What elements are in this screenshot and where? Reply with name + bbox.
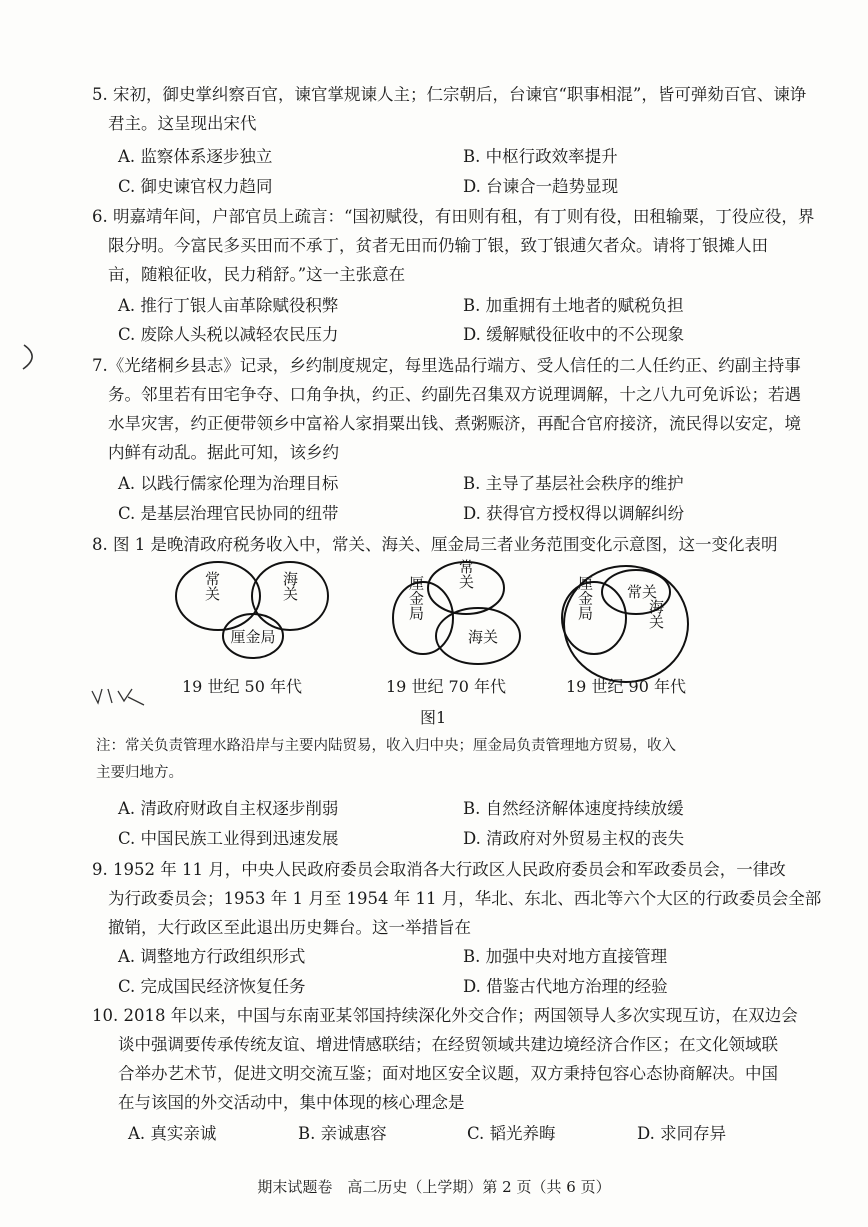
- option-d[interactable]: D. 缓解赋役征收中的不公现象: [463, 325, 685, 344]
- option-a[interactable]: A. 真实亲诚: [128, 1124, 217, 1143]
- label-changguan: 常关: [203, 571, 221, 601]
- note-line: 主要归地方。: [96, 765, 183, 781]
- option-a[interactable]: A. 以践行儒家伦理为治理目标: [118, 474, 339, 493]
- option-c[interactable]: C. 完成国民经济恢复任务: [118, 977, 306, 996]
- option-b[interactable]: B. 中枢行政效率提升: [463, 147, 618, 166]
- option-d[interactable]: D. 借鉴古代地方治理的经验: [463, 977, 668, 996]
- decade-label: 19 世纪 70 年代: [386, 677, 506, 696]
- decade-label: 19 世纪 50 年代: [182, 677, 302, 696]
- note-line: 注：常关负责管理水路沿岸与主要内陆贸易，收入归中央；厘金局负责管理地方贸易，收入: [96, 738, 676, 754]
- question-line: 为行政委员会；1953 年 1 月至 1954 年 11 月，华北、东北、西北等六个大区的行政委员会全部: [108, 889, 822, 908]
- option-b[interactable]: B. 加强中央对地方直接管理: [463, 947, 668, 966]
- question-line: 6. 明嘉靖年间，户部官员上疏言：“国初赋役，有田则有租，有丁则有役，田租输粟，丁役应役，界: [92, 207, 815, 226]
- question-line: 限分明。今富民多买田而不承丁，贫者无田而仍输丁银，致丁银逋欠者众。请将丁银摊人田: [108, 236, 768, 255]
- question-7: [92, 351, 801, 467]
- question-line: 君主。这呈现出宋代: [108, 114, 257, 133]
- option-b[interactable]: B. 亲诚惠容: [298, 1124, 387, 1143]
- label-lijinju: 厘金局: [407, 575, 425, 621]
- label-lijinju: 厘金局: [576, 575, 594, 621]
- question-line: 水旱灾害，约正便带领乡中富裕人家捐粟出钱、煮粥赈济，再配合官府接济，流民得以安定，境: [108, 414, 801, 433]
- question-line: 亩，随粮征收，民力稍舒。”这一主张意在: [108, 265, 406, 284]
- option-c[interactable]: C. 是基层治理官民协同的纽带: [118, 504, 339, 523]
- question-line: 9. 1952 年 11 月，中央人民政府委员会取消各大行政区人民政府委员会和军政委员会，一律改: [92, 860, 786, 879]
- option-c[interactable]: C. 中国民族工业得到迅速发展: [118, 829, 339, 848]
- question-8: [92, 530, 792, 559]
- figure-1-venn-diagrams: [140, 556, 760, 756]
- label-haiguan: 海关: [281, 571, 299, 601]
- label-changguan: 常关: [457, 559, 475, 589]
- option-d[interactable]: D. 获得官方授权得以调解纠纷: [463, 504, 685, 523]
- question-5: [92, 80, 807, 138]
- question-9: [92, 855, 822, 942]
- pen-mark-icon: [18, 342, 40, 372]
- option-c[interactable]: C. 韬光养晦: [467, 1124, 556, 1143]
- option-d[interactable]: D. 清政府对外贸易主权的丧失: [463, 829, 685, 848]
- question-line: 合举办艺术节，促进文明交流互鉴；面对地区安全议题，双方秉持包容心态协商解决。中国: [118, 1064, 778, 1083]
- option-a[interactable]: A. 清政府财政自主权逐步削弱: [118, 799, 339, 818]
- question-line: 内鲜有动乱。据此可知，该乡约: [108, 443, 339, 462]
- option-b[interactable]: B. 自然经济解体速度持续放缓: [463, 799, 684, 818]
- option-d[interactable]: D. 求同存异: [637, 1124, 727, 1143]
- label-haiguan: 海关: [467, 628, 499, 646]
- option-c[interactable]: C. 废除人头税以减轻农民压力: [118, 325, 339, 344]
- question-line: 5. 宋初，御史掌纠察百官，谏官掌规谏人主；仁宗朝后，台谏官“职事相混”，皆可弹劾百官、谏诤: [92, 85, 807, 104]
- label-haiguan: 海关: [647, 599, 665, 629]
- figure-caption: 图1: [420, 708, 447, 727]
- label-lijinju: 厘金局: [230, 628, 276, 646]
- question-10: [92, 1001, 798, 1117]
- question-6: [92, 202, 815, 289]
- handwritten-scribble-icon: [88, 683, 150, 713]
- label-changguan: 常关: [626, 583, 658, 601]
- question-line: 在与该国的外交活动中，集中体现的核心理念是: [118, 1093, 465, 1112]
- question-line: 务。邻里若有田宅争夺、口角争执，约正、约副先召集双方说理调解，十之八九可免诉讼；若遇: [108, 385, 801, 404]
- decade-label: 19 世纪 90 年代: [566, 677, 686, 696]
- option-b[interactable]: B. 主导了基层社会秩序的维护: [463, 474, 684, 493]
- option-d[interactable]: D. 台谏合一趋势显现: [463, 177, 619, 196]
- page-footer: 期末试题卷 高二历史（上学期）第 2 页（共 6 页）: [257, 1178, 611, 1196]
- option-b[interactable]: B. 加重拥有土地者的赋税负担: [463, 296, 684, 315]
- question-line: 10. 2018 年以来，中国与东南亚某邻国持续深化外交合作；两国领导人多次实现互访，在双边会: [92, 1006, 798, 1025]
- question-line: 撤销，大行政区至此退出历史舞台。这一举措旨在: [108, 918, 471, 937]
- question-line: 8. 图 1 是晚清政府税务收入中，常关、海关、厘金局三者业务范围变化示意图，这一变化表明: [92, 535, 778, 554]
- question-line: 7.《光绪桐乡县志》记录，乡约制度规定，每里选品行端方、受人信任的二人任约正、约副主持事: [92, 356, 801, 375]
- option-a[interactable]: A. 监察体系逐步独立: [118, 147, 273, 166]
- lijinju-circle-1890s: [562, 582, 626, 654]
- question-line: 谈中强调要传承传统友谊、增进情感联结；在经贸领域共建边境经济合作区；在文化领域联: [118, 1035, 778, 1054]
- option-a[interactable]: A. 推行丁银人亩革除赋役积弊: [118, 296, 339, 315]
- option-a[interactable]: A. 调整地方行政组织形式: [118, 947, 306, 966]
- option-c[interactable]: C. 御史谏官权力趋同: [118, 177, 273, 196]
- figure-note: [96, 733, 786, 787]
